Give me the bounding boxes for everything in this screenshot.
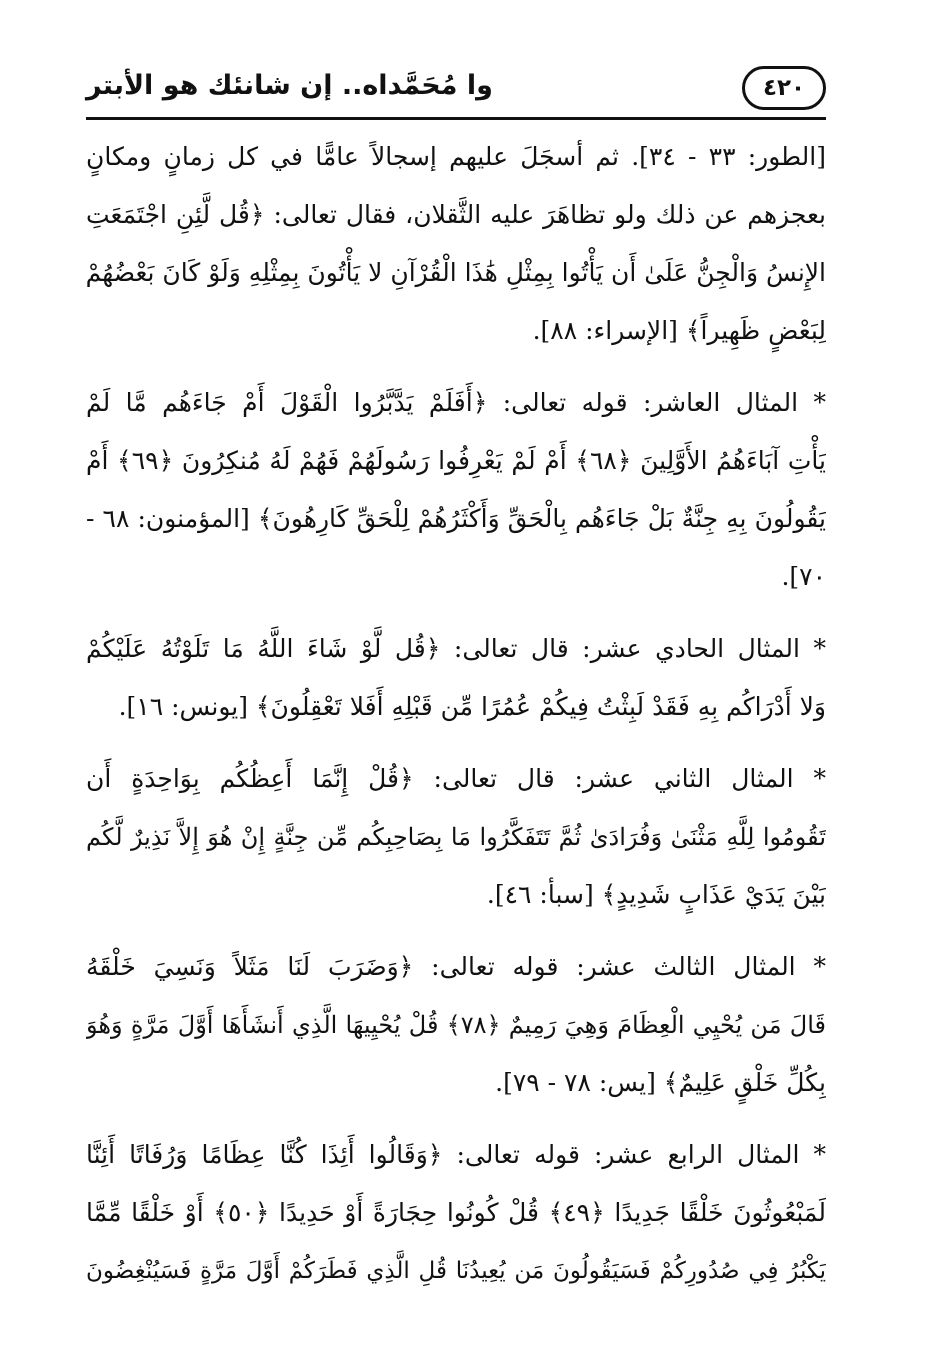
text-line: يَقُولُونَ بِهِ جِنَّةٌ بَلْ جَاءَهُم بِالْحَقِّ وَأَكْثَرُهُمْ لِلْحَقِّ كَارِهُونَ﴾ [المؤمنون: ٦٨ - <box>86 504 826 533</box>
text-line: * المثال الرابع عشر: قوله تعالى: ﴿وَقَالُوا أَئِذَا كُنَّا عِظَامًا وَرُفَاتًا أَئِنَّا <box>86 1140 826 1169</box>
paragraph-example-11 <box>86 620 826 736</box>
text-line: بعجزهم عن ذلك ولو تظاهَرَ عليه الثَّقلان، فقال تعالى: ﴿قُل لَّئِنِ اجْتَمَعَتِ <box>86 200 826 229</box>
text-line: لِبَعْضٍ ظَهِيراً﴾ [الإسراء: ٨٨]. <box>532 316 826 345</box>
paragraph-example-10 <box>86 374 826 606</box>
paragraph-gap <box>86 736 826 750</box>
text-line: قَالَ مَن يُحْيِي الْعِظَامَ وَهِيَ رَمِيمٌ ﴿٧٨﴾ قُلْ يُحْيِيهَا الَّذِي أَنشَأَهَا أَوَّلَ مَرَّةٍ وَهُوَ <box>86 1011 826 1039</box>
text-line: الإِنسُ وَالْجِنُّ عَلَىٰ أَن يَأْتُوا بِمِثْلِ هَٰذَا الْقُرْآنِ لا يَأْتُونَ بِمِثْلِهِ وَلَوْ كَانَ بَعْضُهُمْ <box>86 258 826 287</box>
paragraph-gap <box>86 360 826 374</box>
paragraph-example-12 <box>86 750 826 924</box>
paragraph-example-14 <box>86 1126 826 1300</box>
page-number-badge: ٤٢٠ <box>742 66 826 110</box>
text-line: [الطور: ٣٣ - ٣٤]. ثم أسجَلَ عليهم إسجالاً عامًّا في كل زمانٍ ومكانٍ <box>86 142 826 171</box>
paragraph-gap <box>86 924 826 938</box>
body-text <box>86 128 826 1300</box>
paragraph-intro <box>86 128 826 360</box>
text-line: يَأْتِ آبَاءَهُمُ الأَوَّلِينَ ﴿٦٨﴾ أَمْ لَمْ يَعْرِفُوا رَسُولَهُمْ فَهُمْ لَهُ مُنكِرُونَ ﴿٦٩﴾ أَمْ <box>86 446 826 475</box>
text-line: * المثال الثالث عشر: قوله تعالى: ﴿وَضَرَبَ لَنَا مَثَلاً وَنَسِيَ خَلْقَهُ <box>86 952 826 981</box>
text-line: ٧٠]. <box>781 562 826 591</box>
text-line: لَمَبْعُوثُونَ خَلْقًا جَدِيدًا ﴿٤٩﴾ قُلْ كُونُوا حِجَارَةً أَوْ حَدِيدًا ﴿٥٠﴾ أَوْ خَلْقًا مِّمَّا <box>86 1198 826 1227</box>
text-line: يَكْبُرُ فِي صُدُورِكُمْ فَسَيَقُولُونَ مَن يُعِيدُنَا قُلِ الَّذِي فَطَرَكُمْ أَوَّلَ مَرَّةٍ فَسَيُنْغِضُونَ <box>86 1258 826 1284</box>
running-title: وا مُحَمَّداه.. إن شانئك هو الأبتر <box>86 70 493 101</box>
page-header <box>86 66 826 116</box>
text-line: * المثال العاشر: قوله تعالى: ﴿أَفَلَمْ يَدَّبَّرُوا الْقَوْلَ أَمْ جَاءَهُم مَّا لَمْ <box>86 388 826 417</box>
text-line: بَيْنَ يَدَيْ عَذَابٍ شَدِيدٍ﴾ [سبأ: ٤٦]. <box>486 880 826 909</box>
text-line: بِكُلِّ خَلْقٍ عَلِيمٌ﴾ [يس: ٧٨ - ٧٩]. <box>495 1068 826 1097</box>
text-line: * المثال الحادي عشر: قال تعالى: ﴿قُل لَّوْ شَاءَ اللَّهُ مَا تَلَوْتُهُ عَلَيْكُمْ <box>86 634 826 663</box>
paragraph-gap <box>86 606 826 620</box>
paragraph-example-13 <box>86 938 826 1112</box>
text-line: تَقُومُوا لِلَّهِ مَثْنَىٰ وَفُرَادَىٰ ثُمَّ تَتَفَكَّرُوا مَا بِصَاحِبِكُم مِّن جِنَّةٍ إِنْ هُوَ إِلاَّ نَذِيرٌ لَّكُم <box>86 823 826 851</box>
text-line: * المثال الثاني عشر: قال تعالى: ﴿قُلْ إِنَّمَا أَعِظُكُم بِوَاحِدَةٍ أَن <box>86 764 826 793</box>
text-line: وَلا أَدْرَاكُم بِهِ فَقَدْ لَبِثْتُ فِيكُمْ عُمُرًا مِّن قَبْلِهِ أَفَلا تَعْقِلُونَ﴾ [يونس: ١٦]. <box>118 692 826 721</box>
header-divider <box>86 117 826 120</box>
paragraph-gap <box>86 1112 826 1126</box>
